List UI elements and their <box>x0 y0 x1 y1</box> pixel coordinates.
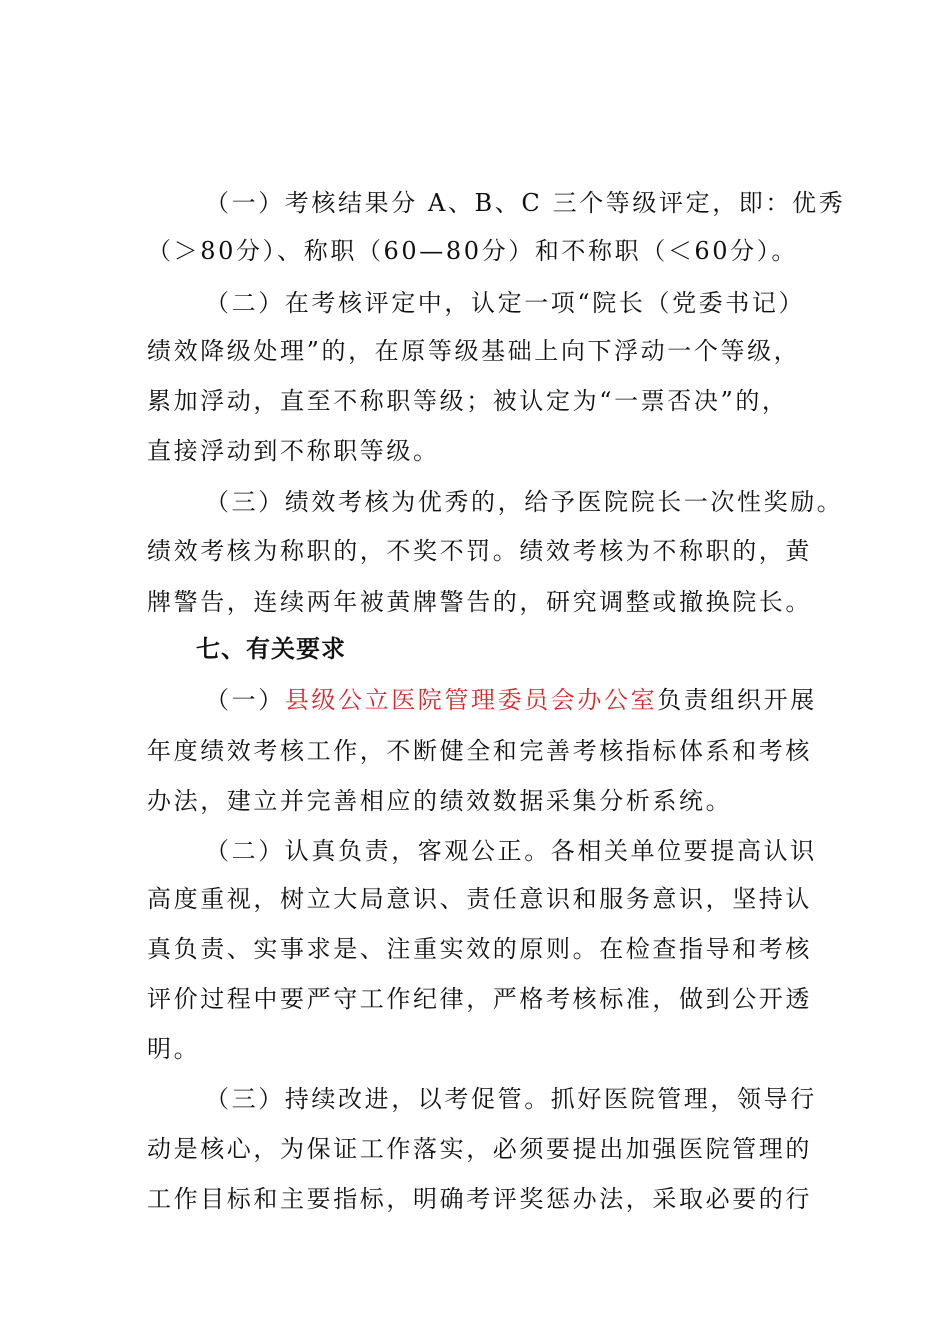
paragraph-line: 绩效降级处理”的，在原等级基础上向下浮动一个等级， <box>147 337 801 365</box>
paragraph-line: （一）考核结果分 A、B、C 三个等级评定，即：优秀 <box>205 189 846 217</box>
paragraph-line: 明。 <box>147 1035 201 1063</box>
paragraph-line: （＞80分）、称职（60—80分）和不称职（＜60分）。 <box>147 237 798 265</box>
paragraph-line: （二）在考核评定中，认定一项“院长（党委书记） <box>205 289 806 317</box>
paragraph-line: 牌警告，连续两年被黄牌警告的，研究调整或撤换院长。 <box>147 588 812 616</box>
paragraph-line: （三）持续改进，以考促管。抓好医院管理，领导行 <box>205 1085 817 1113</box>
req1-suffix: 负责组织开展 <box>657 686 817 714</box>
req1-prefix: （一） <box>205 686 285 714</box>
paragraph-line <box>205 685 885 715</box>
paragraph-line: 绩效考核为称职的，不奖不罚。绩效考核为不称职的，黄 <box>147 537 812 565</box>
paragraph-line: （三）绩效考核为优秀的，给予医院院长一次性奖励。 <box>205 488 844 516</box>
committee-office-highlight: 县级公立医院管理委员会办公室 <box>284 686 658 714</box>
paragraph-line: 高度重视，树立大局意识、责任意识和服务意识，坚持认 <box>147 885 812 913</box>
paragraph-line: 年度绩效考核工作，不断健全和完善考核指标体系和考核 <box>147 737 812 765</box>
paragraph-line: 办法，建立并完善相应的绩效数据采集分析系统。 <box>147 787 733 815</box>
paragraph-line: 动是核心，为保证工作落实，必须要提出加强医院管理的 <box>147 1135 812 1163</box>
paragraph-line: 真负责、实事求是、注重实效的原则。在检查指导和考核 <box>147 935 812 963</box>
paragraph-line: 评价过程中要严守工作纪律，严格考核标准，做到公开透 <box>147 985 812 1013</box>
paragraph-line: （二）认真负责，客观公正。各相关单位要提高认识 <box>205 837 817 865</box>
paragraph-line: 累加浮动，直至不称职等级；被认定为“一票否决”的， <box>147 387 789 415</box>
paragraph-line: 直接浮动到不称职等级。 <box>147 437 440 465</box>
paragraph-line: 工作目标和主要指标，明确考评奖惩办法，采取必要的行 <box>147 1185 812 1213</box>
section-heading: 七、有关要求 <box>196 635 346 663</box>
